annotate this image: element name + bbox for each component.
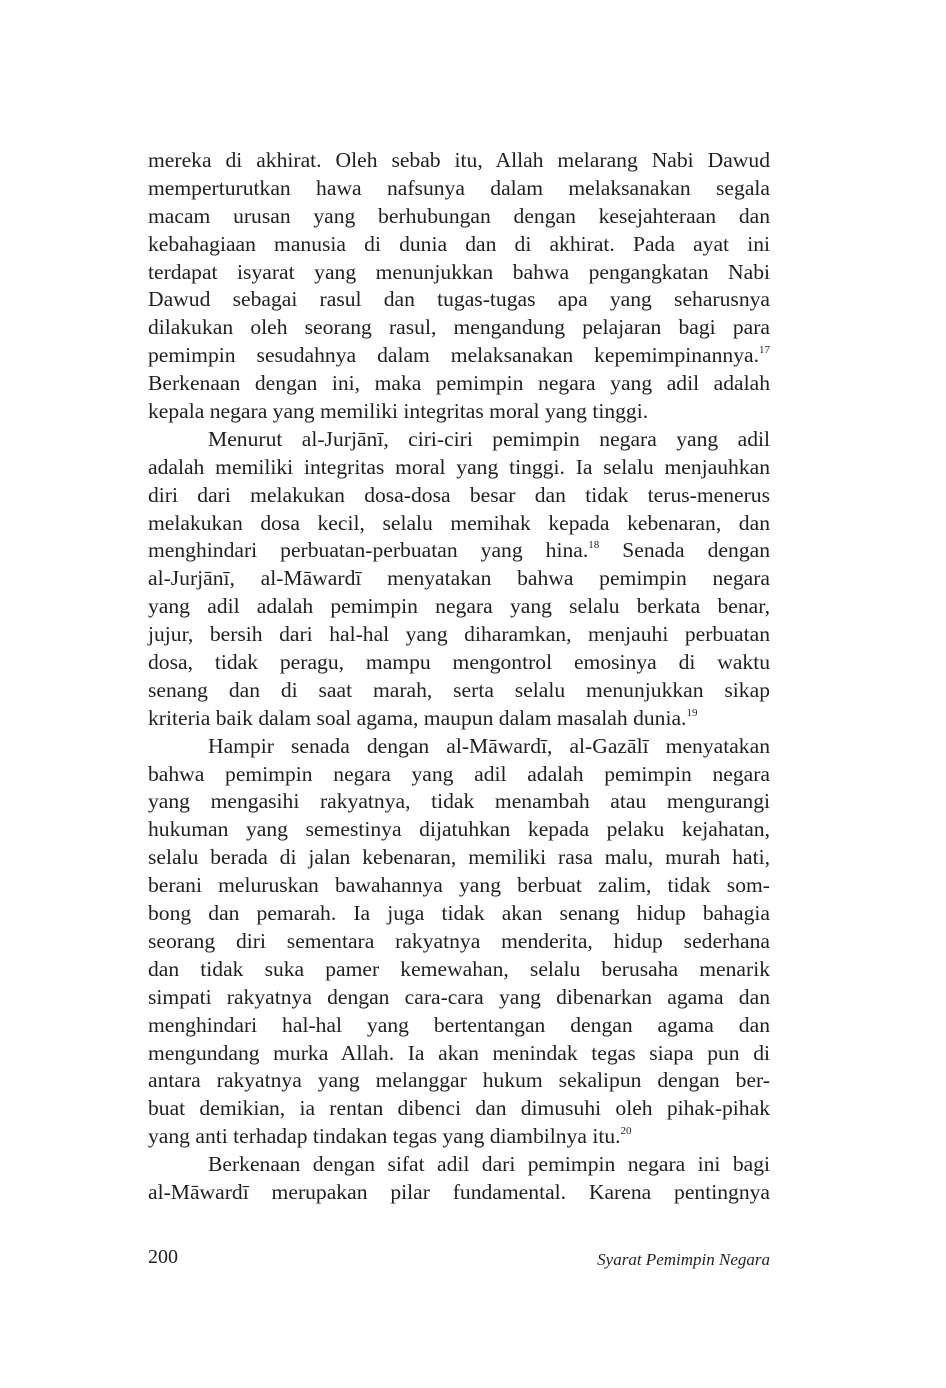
text-segment: memperturutkan hawa nafsunya dalam melaksanakan segala — [148, 175, 770, 200]
text-segment: Menurut al-Jurjānī, ciri-ciri pemimpin negara yang adil — [208, 426, 770, 451]
text-line — [148, 1151, 770, 1179]
text-line — [148, 147, 770, 175]
text-segment: al-Māwardī merupakan pilar fundamental. Karena pentingnya — [148, 1179, 770, 1204]
text-segment: Senada dengan — [599, 538, 770, 563]
text-segment: dosa, tidak peragu, mampu mengontrol emosinya di waktu — [148, 650, 770, 675]
text-line — [148, 1179, 770, 1207]
text-segment: Dawud sebagai rasul dan tugas-tugas apa yang seharusnya — [148, 287, 770, 312]
paragraph — [148, 733, 770, 1151]
text-segment: kebahagiaan manusia di dunia dan di akhirat. Pada ayat ini — [148, 231, 770, 256]
text-line — [148, 872, 770, 900]
text-segment: dilakukan oleh seorang rasul, mengandung pelajaran bagi para — [148, 315, 770, 340]
text-segment: buat demikian, ia rentan dibenci dan dimusuhi oleh pihak-pihak — [148, 1096, 770, 1121]
text-segment: al-Jurjānī, al-Māwardī menyatakan bahwa pemimpin negara — [148, 566, 770, 591]
text-line — [148, 398, 770, 426]
text-line — [148, 370, 770, 398]
text-line — [148, 733, 770, 761]
text-segment: yang anti terhadap tindakan tegas yang diambilnya itu. — [148, 1124, 621, 1149]
text-line — [148, 1040, 770, 1068]
text-segment: Hampir senada dengan al-Māwardī, al-Gazālī menyatakan — [208, 733, 770, 758]
text-line — [148, 593, 770, 621]
text-line — [148, 705, 770, 733]
text-segment: dan tidak suka pamer kemewahan, selalu berusaha menarik — [148, 956, 770, 981]
text-segment: bahwa pemimpin negara yang adil adalah pemimpin negara — [148, 761, 770, 786]
footnote-marker: 20 — [620, 1125, 632, 1138]
text-line — [148, 956, 770, 984]
text-segment: hukuman yang semestinya dijatuhkan kepada pelaku kejahatan, — [148, 817, 770, 842]
text-line — [148, 788, 770, 816]
paragraph — [148, 426, 770, 733]
text-line — [148, 286, 770, 314]
text-line — [148, 761, 770, 789]
text-segment: yang mengasihi rakyatnya, tidak menambah atau mengurangi — [148, 789, 770, 814]
text-segment: jujur, bersih dari hal-hal yang diharamkan, menjauhi perbuatan — [148, 622, 770, 647]
text-segment: diri dari melakukan dosa-dosa besar dan tidak terus-menerus — [148, 482, 770, 507]
text-line — [148, 928, 770, 956]
text-line — [148, 510, 770, 538]
text-line — [148, 844, 770, 872]
text-line — [148, 482, 770, 510]
text-segment: terdapat isyarat yang menunjukkan bahwa pengangkatan Nabi — [148, 259, 770, 284]
text-segment: selalu berada di jalan kebenaran, memiliki rasa malu, murah hati, — [148, 845, 770, 870]
text-line — [148, 1012, 770, 1040]
text-line — [148, 342, 770, 370]
text-line — [148, 565, 770, 593]
text-segment: berani meluruskan bawahannya yang berbuat zalim, tidak som- — [148, 873, 770, 898]
text-line — [148, 1123, 770, 1151]
text-line — [148, 537, 770, 565]
text-segment: bong dan pemarah. Ia juga tidak akan senang hidup bahagia — [148, 901, 770, 926]
body-text — [148, 147, 770, 1207]
text-line — [148, 1095, 770, 1123]
text-segment: seorang diri sementara rakyatnya menderita, hidup sederhana — [148, 928, 770, 953]
text-segment: Berkenaan dengan sifat adil dari pemimpin negara ini bagi — [208, 1152, 770, 1177]
text-line — [148, 816, 770, 844]
paragraph — [148, 1151, 770, 1207]
text-segment: macam urusan yang berhubungan dengan kesejahteraan dan — [148, 203, 770, 228]
text-segment: yang adil adalah pemimpin negara yang selalu berkata benar, — [148, 594, 770, 619]
text-segment: mereka di akhirat. Oleh sebab itu, Allah melarang Nabi Dawud — [148, 148, 770, 172]
paragraph — [148, 147, 770, 426]
text-line — [148, 231, 770, 259]
text-line — [148, 900, 770, 928]
text-segment: Berkenaan dengan ini, maka pemimpin negara yang adil adalah — [148, 371, 770, 396]
text-segment: adalah memiliki integritas moral yang tinggi. Ia selalu menjauhkan — [148, 454, 770, 479]
text-line — [148, 426, 770, 454]
text-segment: menghindari hal-hal yang bertentangan dengan agama dan — [148, 1012, 770, 1037]
text-segment: senang dan di saat marah, serta selalu menunjukkan sikap — [148, 677, 770, 702]
footnote-marker: 18 — [588, 539, 600, 552]
text-line — [148, 259, 770, 287]
text-line — [148, 175, 770, 203]
footnote-marker: 17 — [759, 344, 770, 357]
footnote-marker: 19 — [686, 706, 698, 719]
text-line — [148, 454, 770, 482]
running-title: Syarat Pemimpin Negara — [597, 1250, 770, 1269]
text-line — [148, 314, 770, 342]
text-segment: antara rakyatnya yang melanggar hukum sekalipun dengan ber- — [148, 1068, 770, 1093]
text-line — [148, 677, 770, 705]
text-line — [148, 1067, 770, 1095]
page-number: 200 — [148, 1246, 178, 1268]
text-segment: pemimpin sesudahnya dalam melaksanakan kepemimpinannya. — [148, 343, 759, 368]
text-line — [148, 203, 770, 231]
text-segment: melakukan dosa kecil, selalu memihak kepada kebenaran, dan — [148, 510, 770, 535]
text-line — [148, 984, 770, 1012]
text-segment: kepala negara yang memiliki integritas moral yang tinggi. — [148, 399, 649, 424]
text-segment: kriteria baik dalam soal agama, maupun dalam masalah dunia. — [148, 705, 687, 730]
text-line — [148, 649, 770, 677]
text-segment: mengundang murka Allah. Ia akan menindak tegas siapa pun di — [148, 1040, 770, 1065]
text-line — [148, 621, 770, 649]
text-segment: menghindari perbuatan-perbuatan yang hina. — [148, 538, 589, 563]
text-segment: simpati rakyatnya dengan cara-cara yang dibenarkan agama dan — [148, 984, 770, 1009]
